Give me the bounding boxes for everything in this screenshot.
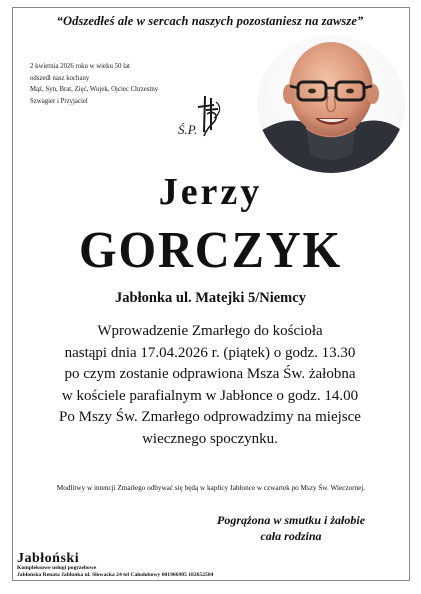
family-signature: [176, 512, 406, 544]
grief-line: cała rodzina: [260, 529, 322, 543]
cross-sp-icon: [176, 92, 242, 140]
ceremony-line: w kościele parafialnym w Jabłonce o godz. 14.00: [61, 387, 359, 404]
ceremony-line: Po Mszy Św. Zmarłego odprowadzimy na miejsce: [59, 409, 361, 426]
portrait-photo: [256, 34, 406, 174]
deceased-first-name: Jerzy: [158, 171, 263, 213]
sp-text: Ś.P.: [178, 122, 198, 137]
death-info-line: Mąż, Syn, Brat, Zięć, Wujek, Ojciec Chrzestny: [30, 86, 159, 93]
funeral-company: [17, 552, 213, 579]
death-info-line: Szwagier i Przyjaciel: [30, 97, 88, 105]
motto: “Odszedłeś ale w sercach naszych pozostaniesz na zawsze”: [56, 14, 364, 28]
company-contact: Jabłońska Renata Jabłonka ul. Słowacka 24 tel Całodobowy 601966905 182652584: [17, 572, 214, 578]
ceremony-line: wiecznego spoczynku.: [142, 430, 278, 447]
deceased-address: Jabłonka ul. Matejki 5/Niemcy: [115, 290, 306, 306]
grief-line: Pogrążona w smutku i żałobie: [216, 513, 366, 527]
prayer-note: Modlitwy w intencji Zmarłego odbywać się będą w kaplicy Jabłonce w czwartek po Mszy Św. Wieczornej.: [56, 484, 366, 492]
company-tagline: Kompleksowe usługi pogrzebowe: [17, 565, 97, 571]
ceremony-line: nastąpi dnia 17.04.2026 r. (piątek) o godz. 13.30: [64, 344, 356, 361]
ceremony-line: Wprowadzenie Zmarłego do kościoła: [97, 323, 323, 339]
death-info-line: 2 kwietnia 2026 roku w wieku 50 lat: [30, 63, 130, 70]
company-logo-text: Jabłoński: [17, 551, 80, 566]
ceremony-line: po czym zostanie odprawiona Msza Św. żałobna: [64, 366, 356, 383]
death-info-line: odszedł nasz kochany: [30, 74, 90, 82]
death-info: [30, 61, 170, 107]
deceased-surname: GORCZYK: [79, 222, 342, 279]
ceremony-details: [20, 321, 400, 451]
